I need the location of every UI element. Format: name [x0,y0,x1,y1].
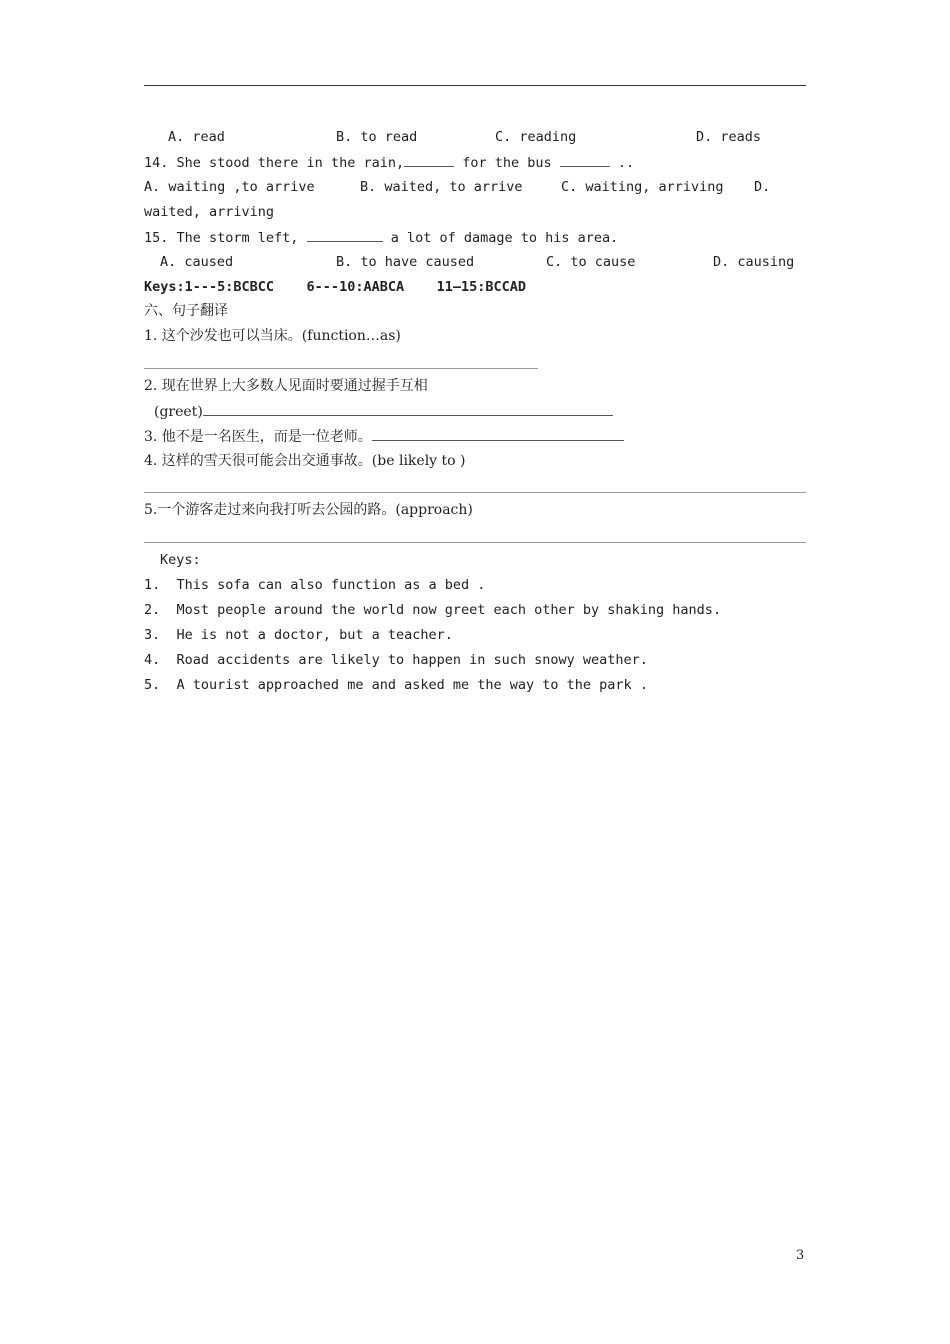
q15-stem-pre: 15. The storm left, [144,230,307,246]
translation-q4: 4. 这样的雪天很可能会出交通事故。(be likely to ) [144,453,466,469]
q14-option-d: D. [754,179,771,195]
answer-item-4: 4. Road accidents are likely to happen in such snowy weather. [144,652,648,668]
q15-option-a: A. caused [160,254,234,270]
q14-option-a: A. waiting ,to arrive [144,179,315,195]
q14-blank-1 [404,152,454,167]
q14-stem-pre: 14. She stood there in the rain, [144,155,405,171]
translation-q1: 1. 这个沙发也可以当床。(function…as) [144,328,401,344]
translation-q3 [144,426,624,446]
q15-option-c: C. to cause [546,254,636,270]
translation-q2: 2. 现在世界上大多数人见面时要通过握手互相 [144,378,428,394]
q14-stem [144,152,634,172]
q15-option-b: B. to have caused [336,254,475,270]
section-title: 六、句子翻译 [144,303,228,319]
answer-item-3: 3. He is not a doctor, but a teacher. [144,627,453,643]
answer-item-1: 1. This sofa can also function as a bed . [144,577,486,593]
q15-stem-post: a lot of damage to his area. [382,230,619,246]
translation-q2-hint [154,401,613,421]
q14-stem-mid: for the bus [454,155,560,171]
page-number: 3 [796,1248,805,1263]
q3-text: 3. 他不是一名医生，而是一位老师。 [144,429,372,445]
q15-stem [144,227,618,247]
q15-option-d: D. causing [713,254,795,270]
q13-option-b: B. to read [336,129,418,145]
q13-option-a: A. read [168,129,225,145]
q15-blank [307,227,383,242]
mc-answer-keys: Keys:1---5:BCBCC 6---10:AABCA 11—15:BCCAD [144,279,527,295]
answer-item-2: 2. Most people around the world now greet each other by shaking hands. [144,602,722,618]
answer-line-5 [144,542,806,543]
answer-item-5: 5. A tourist approached me and asked me the way to the park . [144,677,648,693]
answer-line-1 [144,368,538,369]
q14-stem-post: .. [609,155,635,171]
q13-option-d: D. reads [696,129,762,145]
q14-option-b: B. waited, to arrive [360,179,523,195]
q14-option-d-text: waited, arriving [144,204,275,220]
answers-title: Keys: [160,552,201,568]
answer-line-4 [144,492,806,493]
header-rule [144,85,806,86]
q14-option-c: C. waiting, arriving [561,179,724,195]
q14-blank-2 [560,152,610,167]
answer-line-3 [372,426,624,441]
q13-option-c: C. reading [495,129,577,145]
translation-q5: 5.一个游客走过来向我打听去公园的路。(approach) [144,502,473,518]
q2-hint-text: (greet) [154,404,203,420]
answer-line-2 [203,401,613,416]
